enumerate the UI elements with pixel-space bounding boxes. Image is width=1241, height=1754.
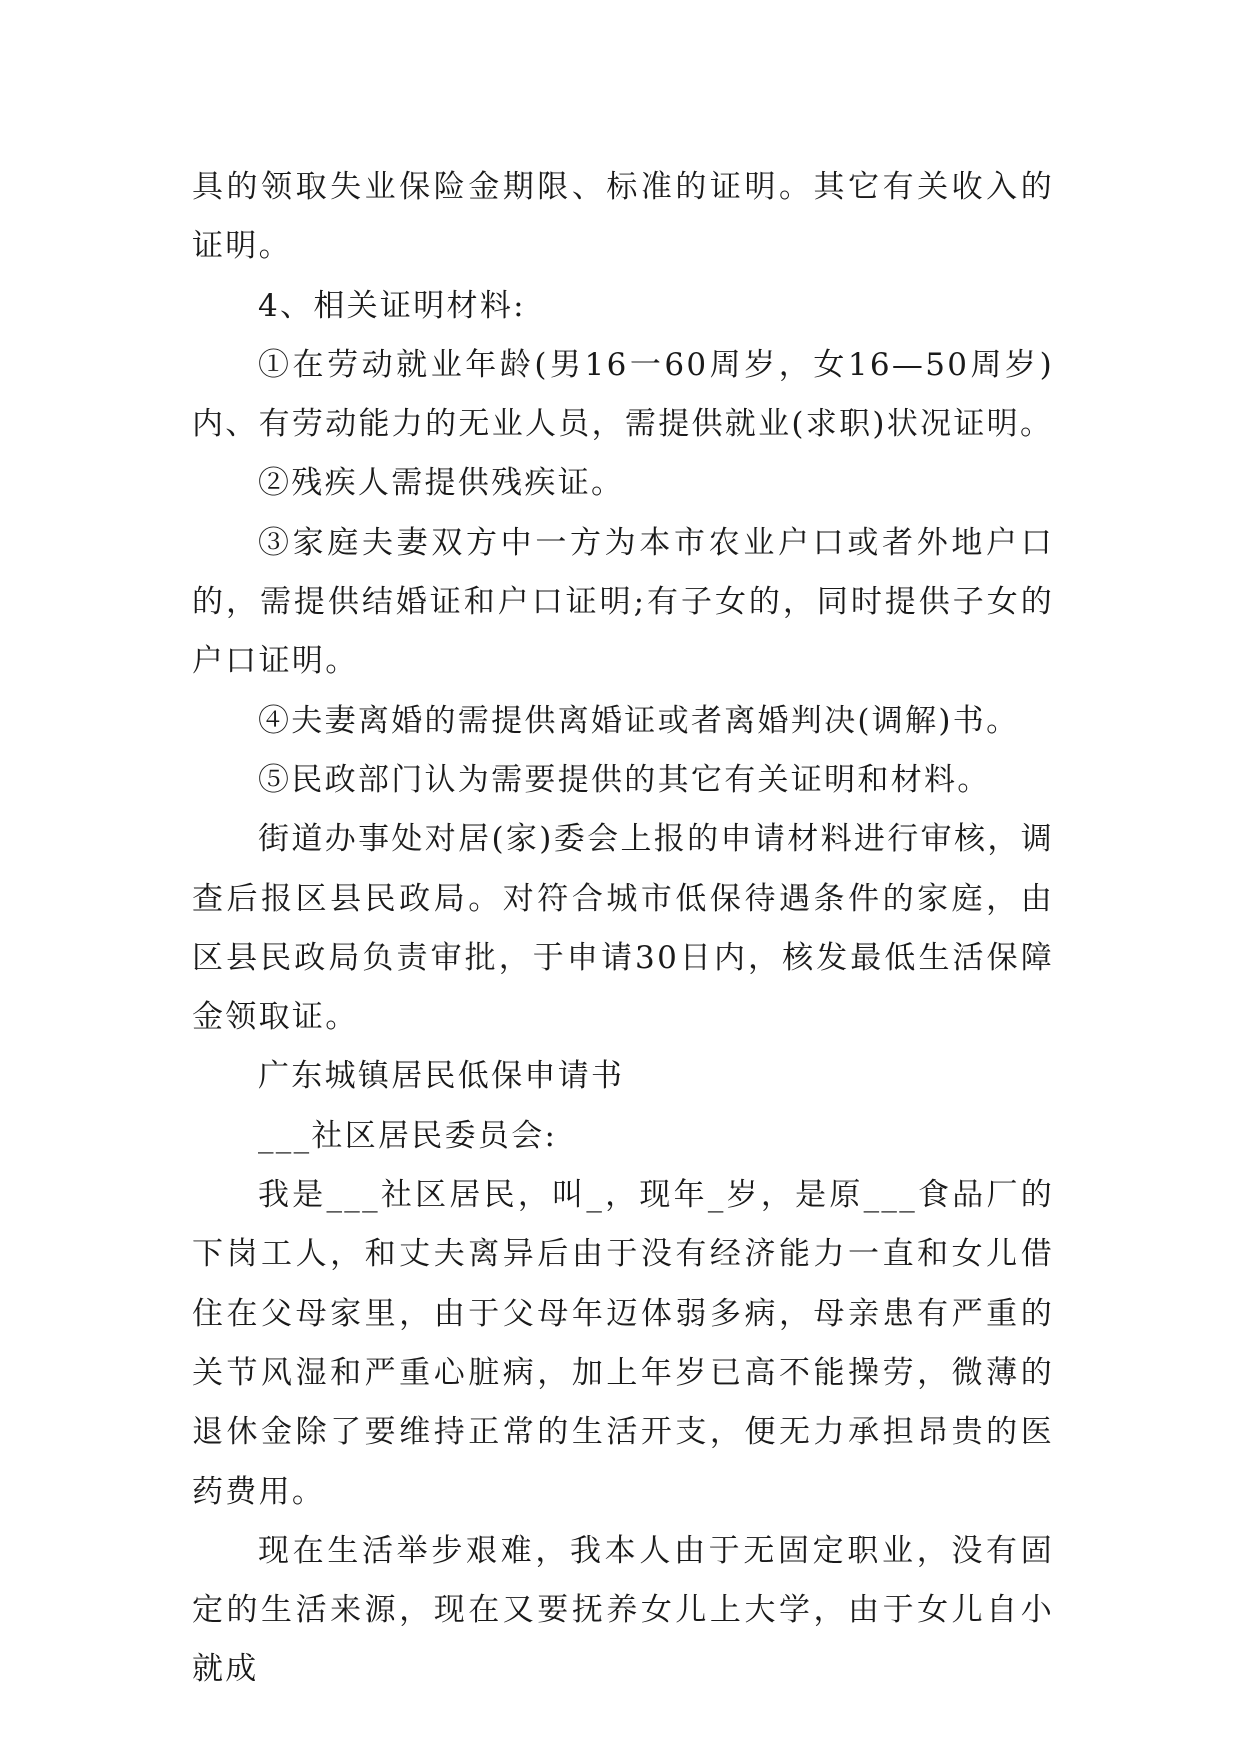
paragraph-item-5-other: ⑤民政部门认为需要提供的其它有关证明和材料。 (258, 761, 991, 798)
paragraph-item-1-employment: ①在劳动就业年龄(男16一60周岁，女16—50周岁)内、有劳动能力的无业人员，需提供就业(求职)状况证明。 (192, 346, 1054, 443)
paragraph-income-proof: 具的领取失业保险金期限、标准的证明。其它有关收入的证明。 (192, 169, 1054, 265)
paragraph-current-hardship: 现在生活举步艰难，我本人由于无固定职业，没有固定的生活来源，现在又要抚养女儿上大学，由于女儿自小就成 (192, 1532, 1054, 1688)
paragraph-item-2-disability: ②残疾人需提供残疾证。 (258, 465, 625, 502)
salutation: ___社区居民委员会: (258, 1117, 558, 1154)
paragraph-applicant-situation: 我是___社区居民，叫_，现年_岁，是原___食品厂的下岗工人，和丈夫离异后由于没有经济能力一直和女儿借住在父母家里，由于父母年迈体弱多病，母亲患有严重的关节风湿和严重心脏病，加上年岁已高不能操劳，微薄的退休金除了要维持正常的生活开支，便无力承担昂贵的医药费用。 (192, 1177, 1054, 1510)
document-body (192, 158, 1054, 1700)
section-title-application: 广东城镇居民低保申请书 (258, 1058, 625, 1095)
paragraph-review-process: 街道办事处对居(家)委会上报的申请材料进行审核，调查后报区县民政局。对符合城市低保待遇条件的家庭，由区县民政局负责审批，于申请30日内，核发最低生活保障金领取证。 (192, 821, 1054, 1036)
paragraph-item-3-household: ③家庭夫妻双方中一方为本市农业户口或者外地户口的，需提供结婚证和户口证明;有子女的，同时提供子女的户口证明。 (192, 524, 1054, 680)
paragraph-related-materials-heading: 4、相关证明材料: (258, 287, 526, 324)
paragraph-item-4-divorce: ④夫妻离婚的需提供离婚证或者离婚判决(调解)书。 (258, 702, 1020, 739)
